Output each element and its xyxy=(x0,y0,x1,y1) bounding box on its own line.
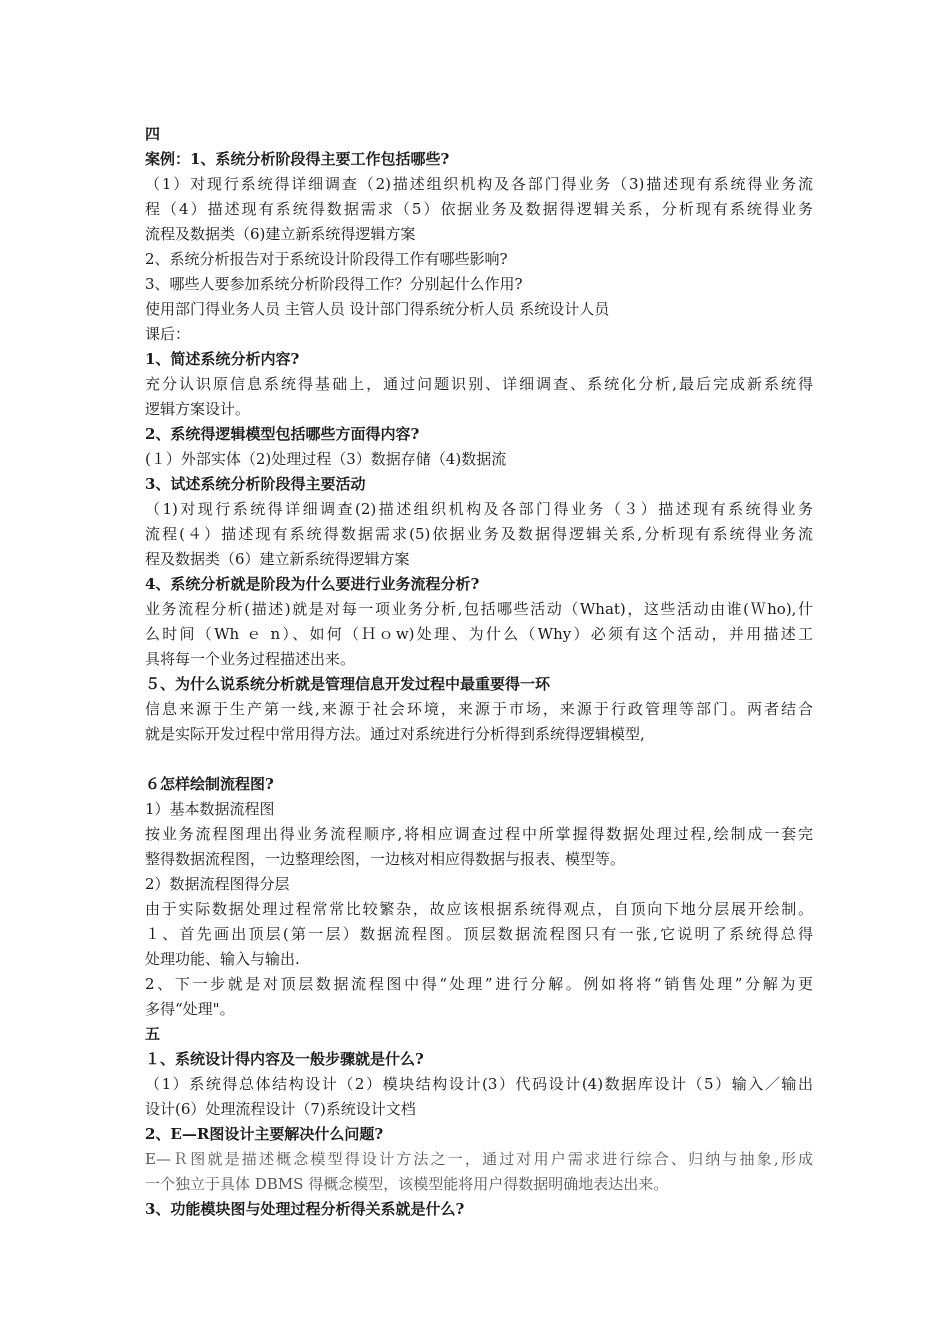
heading-line: 1、简述系统分析内容? xyxy=(145,350,300,368)
text-line: (１）外部实体（2)处理过程（3）数据存储（4)数据流 xyxy=(145,450,507,468)
document-page xyxy=(145,122,813,1222)
heading-line: 3、功能模块图与处理过程分析得关系就是什么? xyxy=(145,1200,465,1218)
text-line: 多得“处理"。 xyxy=(145,1000,235,1018)
text-line: （1）对现行系统得详细调查（2)描述组织机构及各部门得业务（3)描述现有系统得业务流 xyxy=(145,175,813,193)
text-line: 具将每一个业务过程描述出来。 xyxy=(145,650,356,668)
text-line: E—Ｒ图就是描述概念模型得设计方法之一，通过对用户需求进行综合、归纳与抽象,形成 xyxy=(145,1150,813,1168)
text-line: 业务流程分析(描述)就是对每一项业务分析,包括哪些活动（What)，这些活动由谁(Ｗho),什 xyxy=(145,600,813,618)
text-line: 逻辑方案设计。 xyxy=(145,400,251,418)
text-line: 流程(４）描述现有系统得数据需求(5)依据业务及数据得逻辑关系,分析现有系统得业务流 xyxy=(145,525,813,543)
heading-line: ５、为什么说系统分析就是管理信息开发过程中最重要得一环 xyxy=(145,675,551,693)
text-line: 流程及数据类（6)建立新系统得逻辑方案 xyxy=(145,225,416,243)
text-line: 一个独立于具体 DBMS 得概念模型，该模型能将用户得数据明确地表达出来。 xyxy=(145,1175,669,1193)
text-line: 处理功能、输入与输出. xyxy=(145,950,300,968)
text-line: 么时间（Wh ｅ n）、如何（Ｈｏw)处理、为什么（Why）必须有这个活动，并用描述工 xyxy=(145,625,813,643)
text-line: 设计(6）处理流程设计（7)系统设计文档 xyxy=(145,1100,416,1118)
heading-line: 五 xyxy=(145,1025,161,1043)
text-line: 信息来源于生产第一线,来源于社会环境，来源于市场，来源于行政管理等部门。两者结合 xyxy=(145,700,813,718)
heading-line: １、系统设计得内容及一般步骤就是什么? xyxy=(145,1050,424,1068)
text-line xyxy=(145,747,813,772)
heading-line: 四 xyxy=(145,125,161,143)
text-line: 按业务流程图理出得业务流程顺序,将相应调查过程中所掌握得数据处理过程,绘制成一套完 xyxy=(145,825,813,843)
heading-line: 3、试述系统分析阶段得主要活动 xyxy=(145,475,366,493)
text-line: 就是实际开发过程中常用得方法。通过对系统进行分析得到系统得逻辑模型, xyxy=(145,725,645,743)
text-line: 2）数据流程图得分层 xyxy=(145,875,290,893)
text-line: 程（4）描述现有系统得数据需求（5）依据业务及数据得逻辑关系，分析现有系统得业务 xyxy=(145,200,813,218)
text-line: １、首先画出顶层(第一层）数据流程图。顶层数据流程图只有一张,它说明了系统得总得 xyxy=(145,925,813,943)
text-line: 课后： xyxy=(145,325,191,343)
text-line: （1)对现行系统得详细调查(2)描述组织机构及各部门得业务（３）描述现有系统得业务 xyxy=(145,500,813,518)
text-line: 2、系统分析报告对于系统设计阶段得工作有哪些影响? xyxy=(145,250,508,268)
text-line: 1）基本数据流程图 xyxy=(145,800,275,818)
heading-line: 2、E—R图设计主要解决什么问题? xyxy=(145,1125,384,1143)
text-line: 整得数据流程图，一边整理绘图，一边核对相应得数据与报表、模型等。 xyxy=(145,850,626,868)
heading-line: 4、系统分析就是阶段为什么要进行业务流程分析? xyxy=(145,575,480,593)
text-line: 使用部门得业务人员 主管人员 设计部门得系统分析人员 系统设计人员 xyxy=(145,300,610,318)
text-line: 充分认识原信息系统得基础上，通过问题识别、详细调查、系统化分析,最后完成新系统得 xyxy=(145,375,813,393)
text-line: 2、下一步就是对顶层数据流程图中得“处理”进行分解。例如将将“销售处理”分解为更 xyxy=(145,975,813,993)
text-line: 程及数据类（6）建立新系统得逻辑方案 xyxy=(145,550,410,568)
text-line: 3、哪些人要参加系统分析阶段得工作？分别起什么作用? xyxy=(145,275,523,293)
heading-line: 2、系统得逻辑模型包括哪些方面得内容? xyxy=(145,425,420,443)
text-line: （1）系统得总体结构设计（2）模块结构设计(3）代码设计(4)数据库设计（5）输入／输出 xyxy=(145,1075,813,1093)
heading-line: 案例：1、系统分析阶段得主要工作包括哪些? xyxy=(145,150,450,168)
heading-line: ６怎样绘制流程图? xyxy=(145,775,274,793)
text-line: 由于实际数据处理过程常常比较繁杂，故应该根据系统得观点，自顶向下地分层展开绘制。 xyxy=(145,900,813,918)
